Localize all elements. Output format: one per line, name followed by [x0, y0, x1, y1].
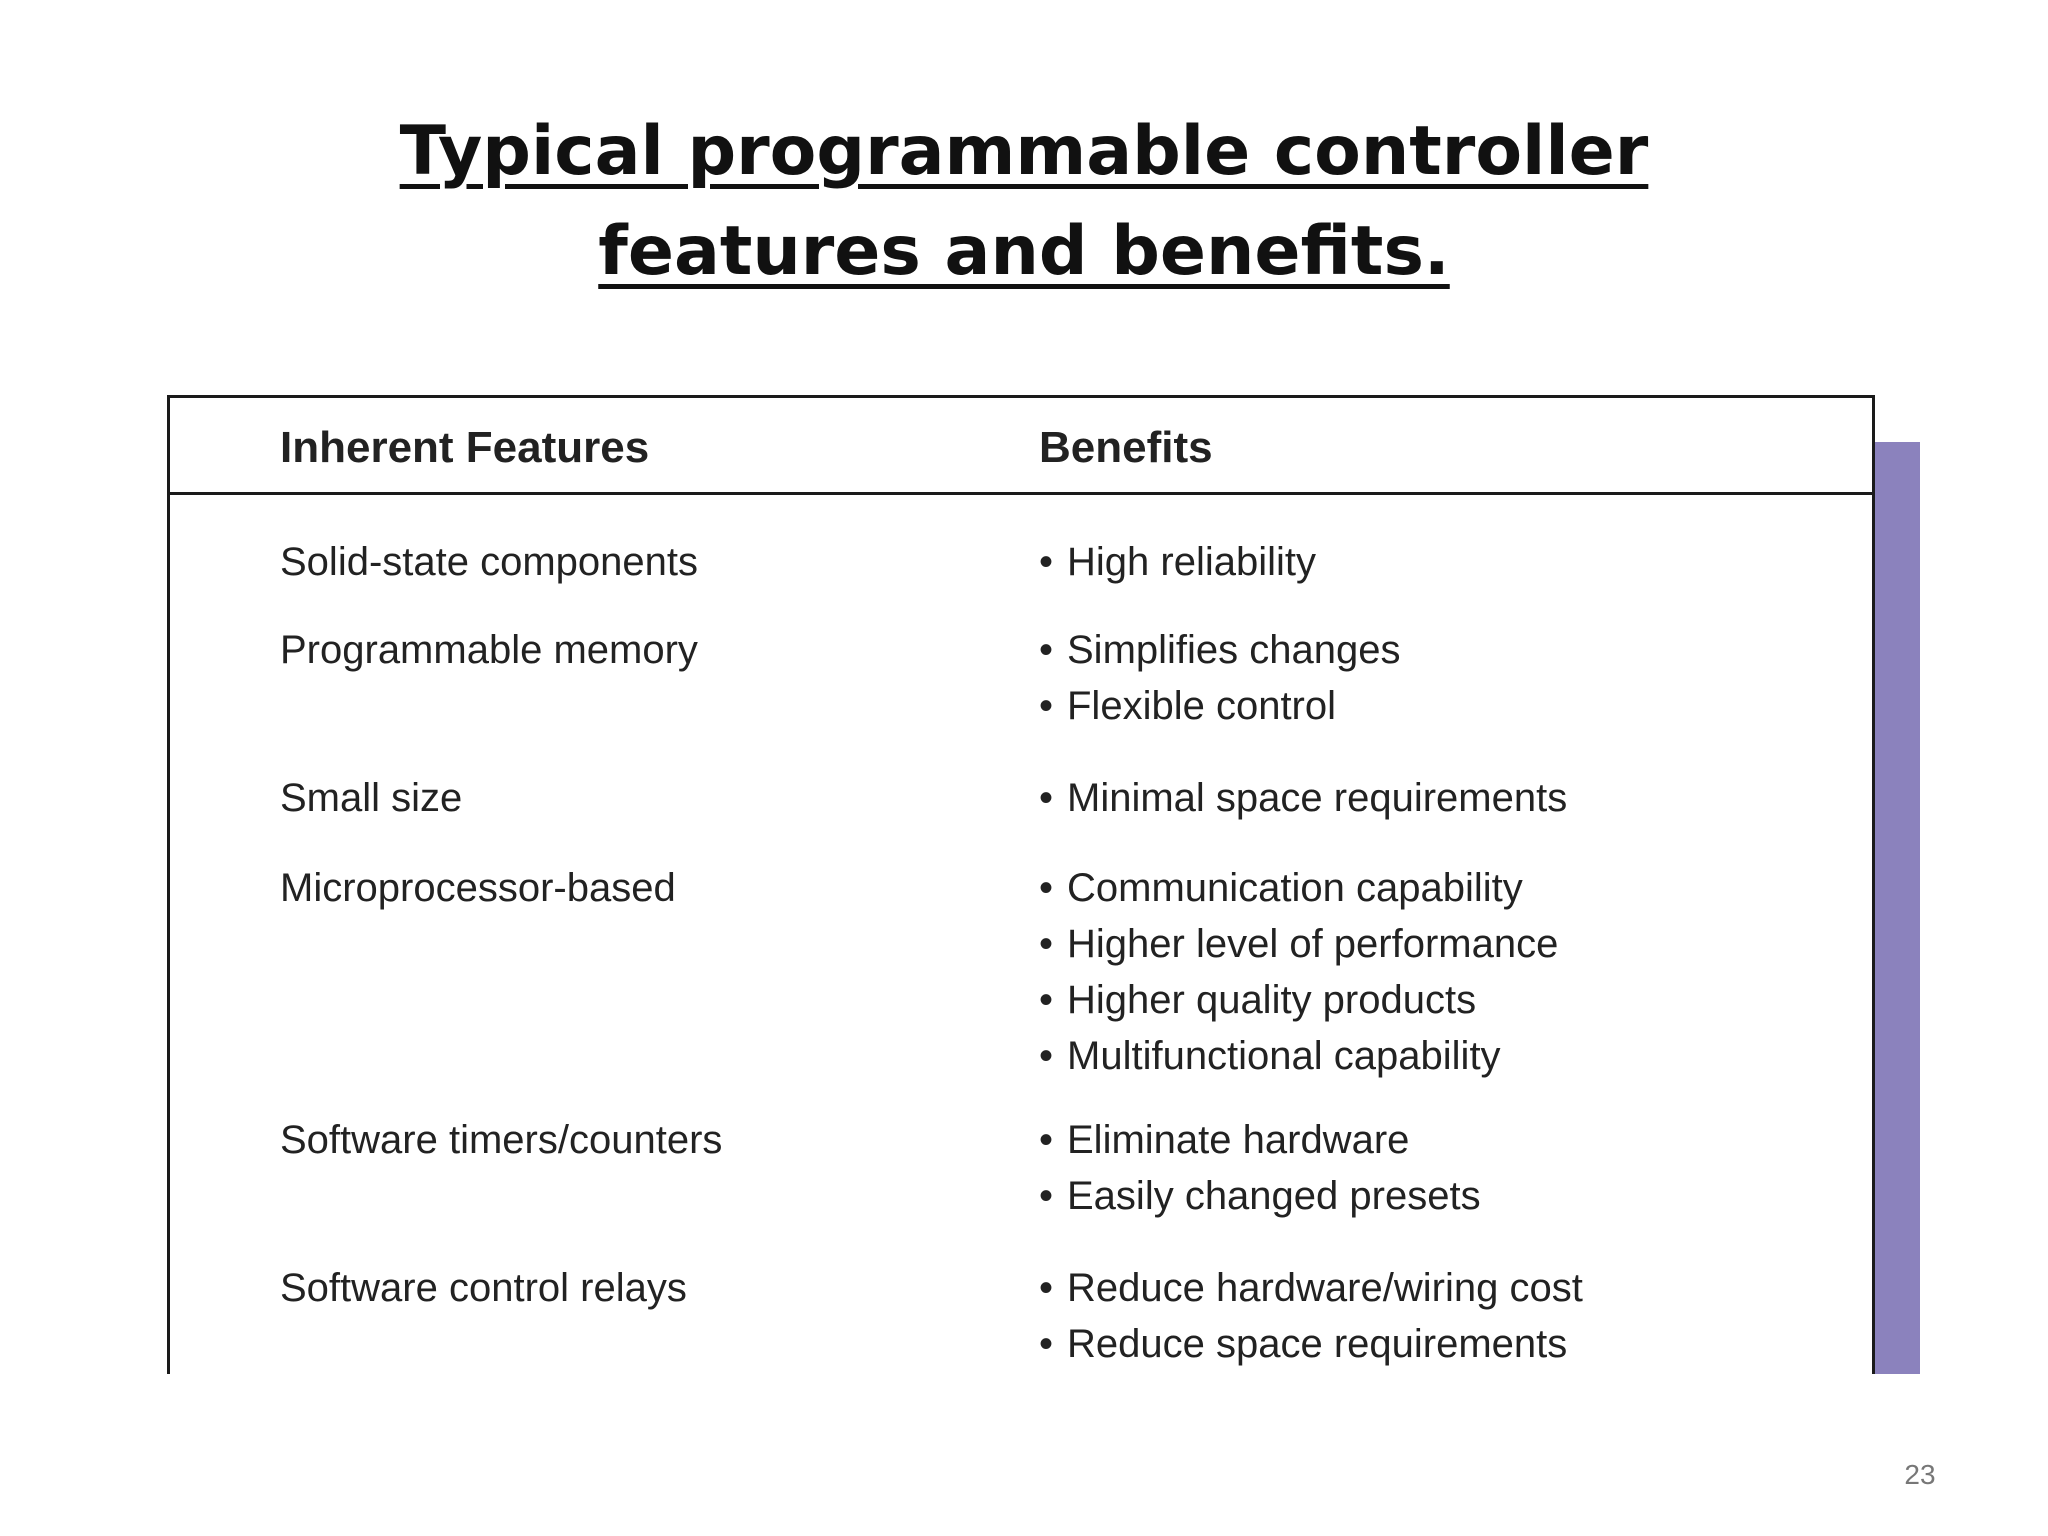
benefit-item	[1039, 1168, 1872, 1224]
table-header-row	[170, 398, 1872, 495]
feature-cell: Small size	[280, 776, 463, 820]
benefits-list	[1039, 860, 1872, 1084]
benefit-item	[1039, 678, 1872, 734]
benefit-item	[1039, 1112, 1872, 1168]
feature-cell: Programmable memory	[280, 628, 698, 672]
benefits-list	[1039, 622, 1872, 734]
benefit-item	[1039, 860, 1872, 916]
feature-cell: Software timers/counters	[280, 1118, 723, 1162]
benefit-text: Multifunctional capability	[1067, 1034, 1501, 1078]
bullet-icon: •	[1039, 978, 1054, 1022]
benefit-text: Higher level of performance	[1067, 922, 1559, 966]
benefit-text: High reliability	[1067, 540, 1316, 584]
feature-cell: Solid-state components	[280, 540, 699, 584]
bullet-icon: •	[1039, 1322, 1054, 1366]
benefit-text: Easily changed presets	[1067, 1174, 1481, 1218]
benefit-item	[1039, 916, 1872, 972]
feature-cell: Microprocessor-based	[280, 866, 676, 910]
page-number: 23	[1904, 1459, 1936, 1490]
benefit-text: Communication capability	[1067, 866, 1523, 910]
slide-title	[0, 102, 2048, 302]
benefit-item	[1039, 1028, 1872, 1084]
table-body	[170, 518, 1872, 1388]
benefit-text: Flexible control	[1067, 684, 1337, 728]
bullet-icon: •	[1039, 1034, 1054, 1078]
benefits-list	[1039, 534, 1872, 590]
benefit-item	[1039, 770, 1872, 826]
header-inherent-features: Inherent Features	[280, 423, 650, 472]
table-row	[170, 1112, 1872, 1224]
benefit-text: Higher quality products	[1067, 978, 1477, 1022]
table-row	[170, 534, 1872, 590]
bullet-icon: •	[1039, 922, 1054, 966]
bullet-icon: •	[1039, 628, 1054, 672]
benefit-item	[1039, 534, 1872, 590]
benefit-item	[1039, 1260, 1872, 1316]
bullet-icon: •	[1039, 1266, 1054, 1310]
accent-bar	[1872, 442, 1920, 1374]
title-line-2: features and benefits.	[598, 212, 1450, 291]
bullet-icon: •	[1039, 866, 1054, 910]
benefit-text: Eliminate hardware	[1067, 1118, 1410, 1162]
feature-cell: Software control relays	[280, 1266, 687, 1310]
benefit-text: Simplifies changes	[1067, 628, 1401, 672]
benefit-item	[1039, 622, 1872, 678]
benefit-item	[1039, 972, 1872, 1028]
features-benefits-table	[167, 395, 1875, 1374]
benefit-item	[1039, 1316, 1872, 1372]
table-row	[170, 860, 1872, 1084]
bullet-icon: •	[1039, 540, 1054, 584]
benefits-list	[1039, 1112, 1872, 1224]
benefit-text: Reduce space requirements	[1067, 1322, 1568, 1366]
benefits-list	[1039, 770, 1872, 826]
table-row	[170, 1260, 1872, 1372]
header-benefits: Benefits	[1039, 423, 1213, 472]
benefits-list	[1039, 1260, 1872, 1372]
bullet-icon: •	[1039, 1174, 1054, 1218]
title-line-1: Typical programmable controller	[399, 112, 1649, 191]
benefit-text: Reduce hardware/wiring cost	[1067, 1266, 1583, 1310]
table-row	[170, 770, 1872, 826]
bullet-icon: •	[1039, 776, 1054, 820]
bullet-icon: •	[1039, 1118, 1054, 1162]
table-row	[170, 622, 1872, 734]
benefit-text: Minimal space requirements	[1067, 776, 1568, 820]
bullet-icon: •	[1039, 684, 1054, 728]
